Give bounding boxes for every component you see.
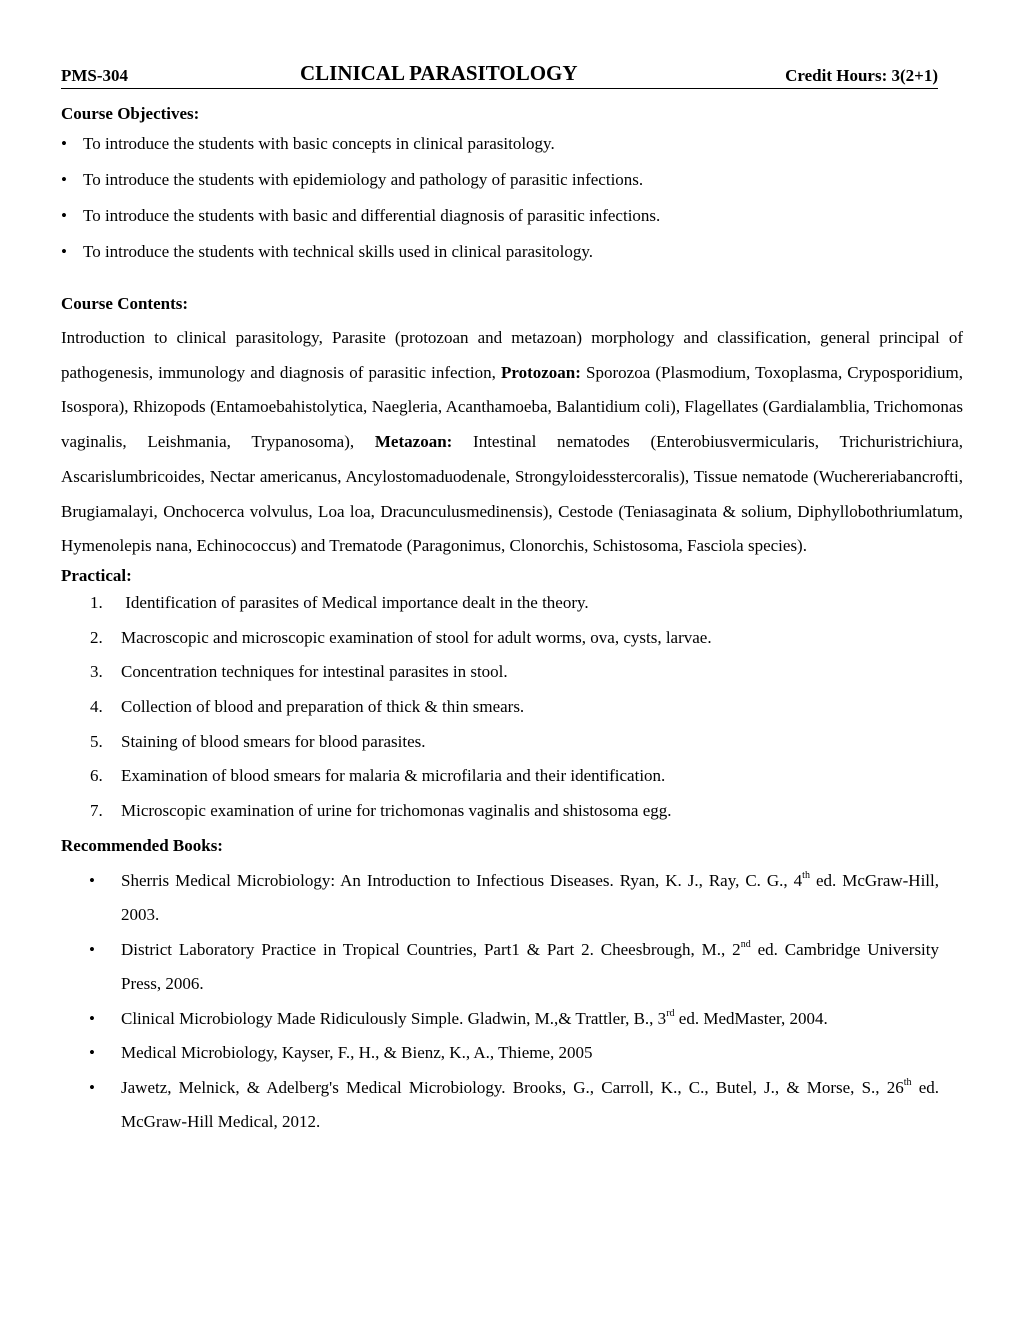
bullet-icon: • bbox=[89, 1043, 95, 1063]
course-header bbox=[61, 58, 938, 89]
contents-heading: Course Contents: bbox=[61, 294, 189, 313]
bullet-icon: • bbox=[89, 1008, 95, 1028]
bullet-icon: • bbox=[61, 170, 67, 189]
syllabus-page bbox=[61, 58, 963, 1140]
objectives-list bbox=[61, 134, 963, 262]
contents-paragraph: Introduction to clinical parasitology, Parasite (protozoan and metazoan) morphology and classification, general principal of pathogenesis, immunology and diagnosis of parasitic infection, Protozoan: Sporozoa (Plasmodium, Toxoplasma, Cryposporidium, Isospora), Rhizopods (Entamoebahistolytica, Naegleria, Acanthamoeba, Balantidium coli), Flagellates (Gardialamblia, Trichomonas vaginalis, Leishmania, Trypanosoma), Metazoan: Intestinal nematodes (Enterobiusvermicularis, Trichuristrichiura, Ascarislumbricoides, Nectar americanus, Ancylostomaduodenale, Strongyloidesstercoralis), Tissue nematode (Wuchereriabancrofti, Brugiamalayi, Onchocerca volvulus, Loa loa, Dracunculusmedinensis), Cestode (Teniasaginata & solium, Diphyllobothriumlatum, Hymenolepis nana, Echinococcus) and Trematode (Paragonimus, Clonorchis, Schistosoma, Fasciola species). bbox=[61, 328, 964, 556]
list-item: 2. Macroscopic and microscopic examination of stool for adult worms, ova, cysts, larvae. bbox=[90, 627, 712, 647]
bullet-icon: • bbox=[89, 1077, 95, 1097]
bullet-icon: • bbox=[61, 242, 67, 261]
list-item: • Jawetz, Melnick, & Adelberg's Medical Microbiology. Brooks, G., Carroll, K., C., Butel, J., & Morse, S., 26th ed. McGraw-Hill Medical, 2012. bbox=[61, 1071, 939, 1140]
list-item: • To introduce the students with basic concepts in clinical parasitology. bbox=[61, 134, 555, 153]
bullet-icon: • bbox=[89, 939, 95, 959]
list-item: 3. Concentration techniques for intestinal parasites in stool. bbox=[90, 662, 508, 682]
bullet-icon: • bbox=[61, 134, 67, 153]
protozoan-label: Protozoan: bbox=[500, 362, 581, 382]
list-item: • To introduce the students with basic and differential diagnosis of parasitic infections. bbox=[61, 206, 661, 225]
list-item: • District Laboratory Practice in Tropical Countries, Part1 & Part 2. Cheesbrough, M., 2nd ed. Cambridge University Press, 2006. bbox=[61, 933, 939, 1002]
course-code: PMS-304 bbox=[61, 66, 129, 85]
books-list bbox=[61, 864, 963, 1140]
list-item: • Sherris Medical Microbiology: An Introduction to Infectious Diseases. Ryan, K. J., Ray, C. G., 4th ed. McGraw-Hill, 2003. bbox=[61, 864, 939, 933]
list-item: • Medical Microbiology, Kayser, F., H., & Bienz, K., A., Thieme, 2005 bbox=[61, 1036, 939, 1071]
credit-hours: Credit Hours: 3(2+1) bbox=[785, 66, 938, 85]
list-item: • To introduce the students with technical skills used in clinical parasitology. bbox=[61, 242, 593, 261]
practical-list bbox=[61, 586, 963, 829]
bullet-icon: • bbox=[61, 206, 67, 225]
list-item: 6. Examination of blood smears for malaria & microfilaria and their identification. bbox=[90, 766, 666, 786]
list-item: 5. Staining of blood smears for blood parasites. bbox=[90, 731, 426, 751]
practical-heading: Practical: bbox=[61, 565, 132, 585]
books-heading: Recommended Books: bbox=[61, 835, 223, 855]
list-item: 7. Microscopic examination of urine for trichomonas vaginalis and shistosoma egg. bbox=[90, 801, 672, 821]
objectives-heading: Course Objectives: bbox=[61, 104, 200, 123]
list-item: 4. Collection of blood and preparation of thick & thin smears. bbox=[90, 697, 525, 717]
list-item: 1. Identification of parasites of Medical importance dealt in the theory. bbox=[90, 592, 589, 612]
metazoan-label: Metazoan: bbox=[374, 432, 453, 452]
course-title: CLINICAL PARASITOLOGY bbox=[300, 61, 578, 85]
list-item: • Clinical Microbiology Made Ridiculously Simple. Gladwin, M.,& Trattler, B., 3rd ed. MedMaster, 2004. bbox=[61, 1002, 939, 1037]
bullet-icon: • bbox=[89, 870, 95, 890]
list-item: • To introduce the students with epidemiology and pathology of parasitic infections. bbox=[61, 170, 644, 189]
